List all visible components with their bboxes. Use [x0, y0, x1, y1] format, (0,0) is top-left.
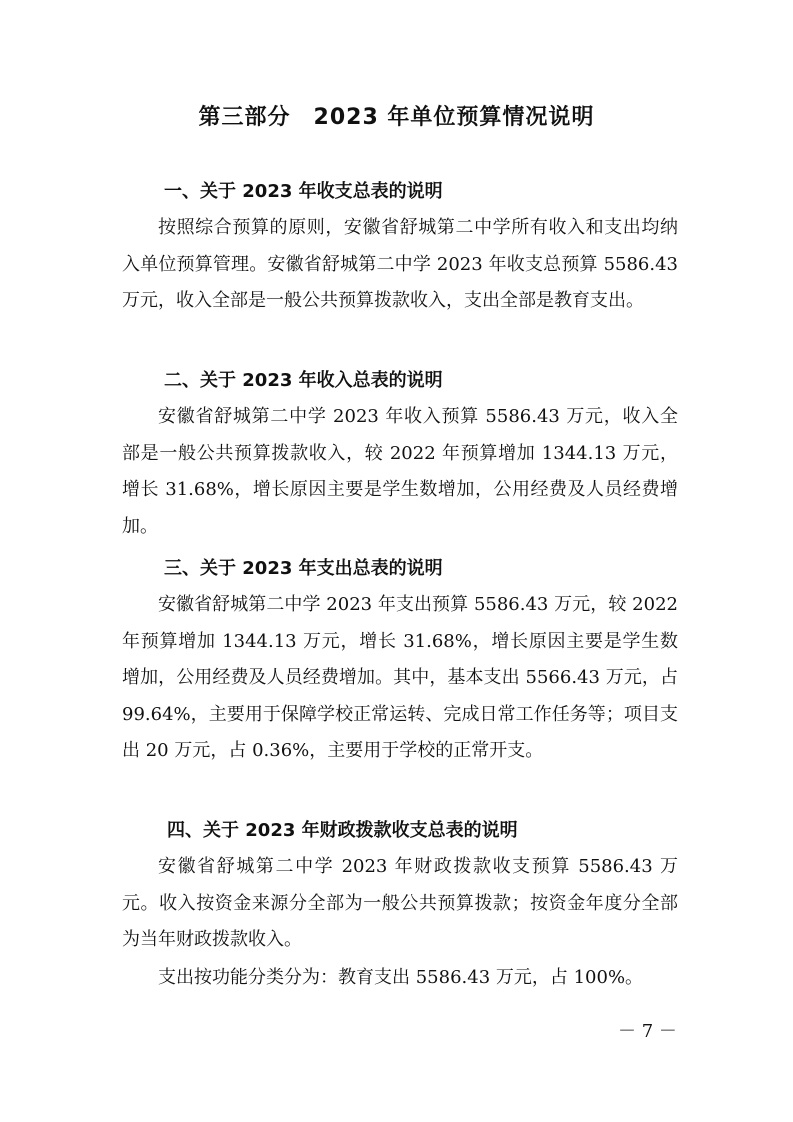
section-4-paragraph-2: 支出按功能分类分为：教育支出 5586.43 万元，占 100%。 [158, 967, 644, 988]
section-3-paragraph-1: 安徽省舒城第二中学 2023 年支出预算 5586.43 万元，较 2022 年预算增加 1344.13 万元，增长 31.68%，增长原因主要是学生数增加，公用经费及人员经费增加。其中，基本支出 5566.43 万元，占 99.64%，主要用于保障学校正常运转、完成日常工作任务等；项目支出 20 万元，占 0.36%，主要用于学校的正常开支。 [122, 594, 678, 761]
section-2-paragraph-1: 安徽省舒城第二中学 2023 年收入预算 5586.43 万元，收入全部是一般公共预算拨款收入，较 2022 年预算增加 1344.13 万元，增长 31.68%，增长原因主要是学生数增加，公用经费及人员经费增加。 [122, 406, 678, 537]
section-heading-4: 四、关于 2023 年财政拨款收支总表的说明 [167, 820, 518, 841]
section-heading-3: 三、关于 2023 年支出总表的说明 [164, 558, 443, 579]
section-heading-2: 二、关于 2023 年收入总表的说明 [164, 370, 443, 391]
page-number: － 7 － [618, 1021, 677, 1042]
section-4-paragraph-1: 安徽省舒城第二中学 2023 年财政拨款收支预算 5586.43 万元。收入按资金来源分全部为一般公共预算拨款；按资金年度分全部为当年财政拨款收入。 [122, 856, 678, 950]
section-heading-1: 一、关于 2023 年收支总表的说明 [164, 181, 443, 202]
page-title: 第三部分 2023 年单位预算情况说明 [198, 105, 595, 130]
section-1-paragraph-1: 按照综合预算的原则，安徽省舒城第二中学所有收入和支出均纳入单位预算管理。安徽省舒城第二中学 2023 年收支总预算 5586.43 万元，收入全部是一般公共预算拨款收入，支出全部是教育支出。 [122, 217, 678, 311]
